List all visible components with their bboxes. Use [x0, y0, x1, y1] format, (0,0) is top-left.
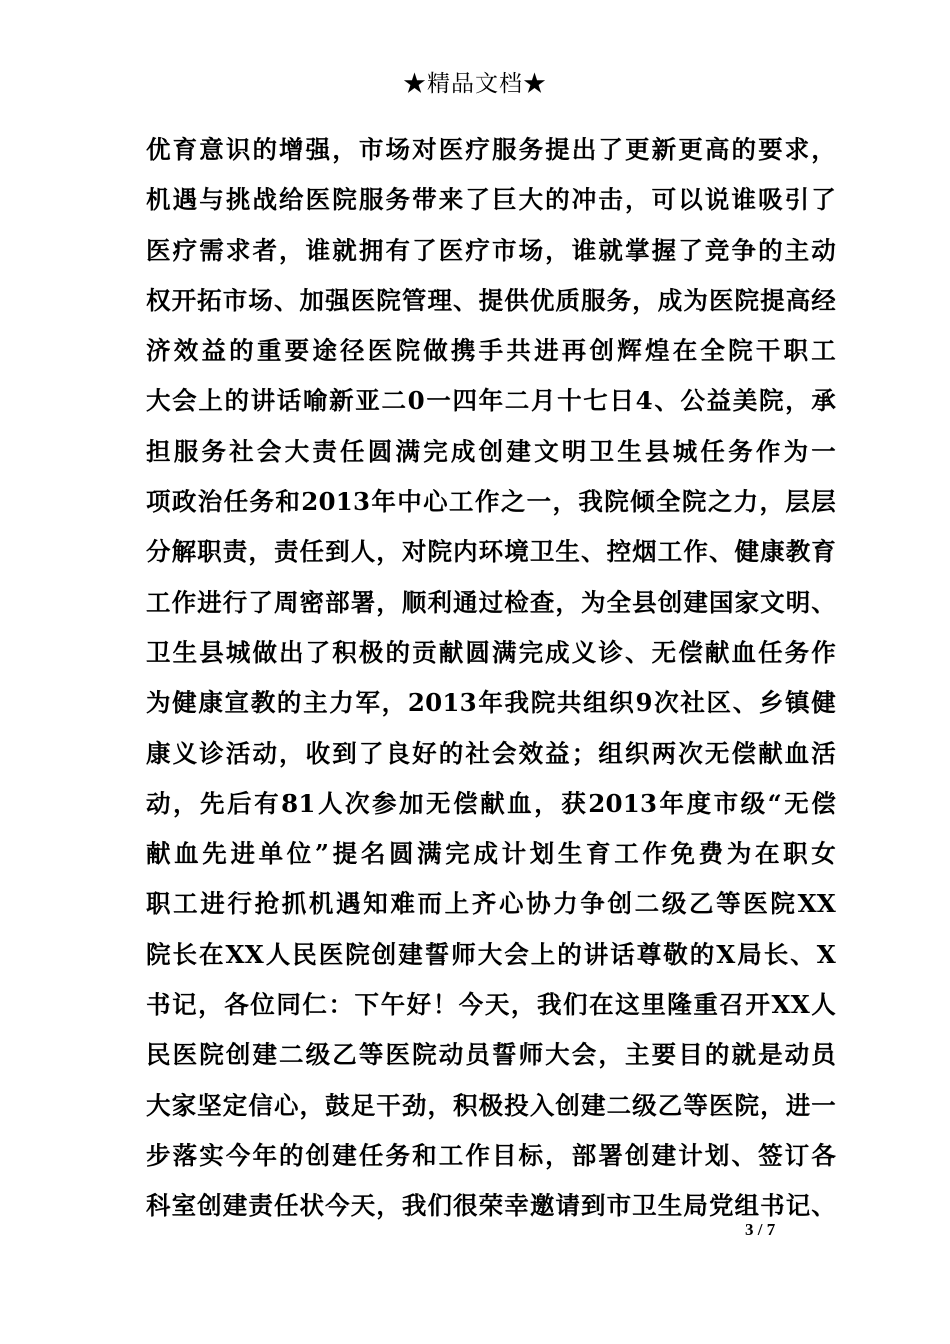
text-line: 科室创建责任状今天，我们很荣幸邀请到市卫生局党组书记、 [146, 1191, 836, 1221]
text-line: 大家坚定信心，鼓足干劲，积极投入创建二级乙等医院，进一 [146, 1090, 836, 1120]
text-line: 工作进行了周密部署，顺利通过检查，为全县创建国家文明、 [146, 587, 836, 617]
text-line: 担服务社会大责任圆满完成创建文明卫生县城任务作为一 [146, 436, 836, 466]
page-number: 3 / 7 [745, 1220, 776, 1239]
text-line: 为健康宣教的主力军，2013年我院共组织9次社区、乡镇健 [146, 688, 836, 718]
text-line: 优育意识的增强，市场对医疗服务提出了更新更高的要求， [146, 135, 836, 164]
text-line: 民医院创建二级乙等医院动员誓师大会，主要目的就是动员 [146, 1040, 836, 1070]
header-title: ★精品文档★ [403, 71, 547, 97]
text-line: 分解职责，责任到人，对院内环境卫生、控烟工作、健康教育 [146, 537, 836, 567]
text-line: 书记，各位同仁：下午好！今天，我们在这里隆重召开XX人 [146, 990, 836, 1020]
text-line: 献血先进单位”提名圆满完成计划生育工作免费为在职女 [146, 839, 836, 869]
document-header [0, 68, 950, 100]
text-line: 权开拓市场、加强医院管理、提供优质服务，成为医院提高经 [146, 285, 836, 315]
text-line: 项政治任务和2013年中心工作之一，我院倾全院之力，层层 [146, 487, 836, 517]
text-line: 济效益的重要途径医院做携手共进再创辉煌在全院干职工 [146, 336, 836, 366]
text-line: 动，先后有81人次参加无偿献血，获2013年度市级“无偿 [146, 788, 836, 818]
text-line: 职工进行抢抓机遇知难而上齐心协力争创二级乙等医院XX [146, 889, 836, 919]
text-line: 大会上的讲话喻新亚二0一四年二月十七日4、公益美院，承 [146, 386, 836, 416]
text-line: 机遇与挑战给医院服务带来了巨大的冲击，可以说谁吸引了 [146, 185, 836, 215]
text-line: 卫生县城做出了积极的贡献圆满完成义诊、无偿献血任务作 [146, 637, 836, 667]
text-line: 院长在XX人民医院创建誓师大会上的讲话尊敬的X局长、X [146, 939, 836, 969]
document-body [146, 131, 836, 1238]
text-line: 步落实今年的创建任务和工作目标，部署创建计划、签订各 [146, 1140, 836, 1170]
text-line: 医疗需求者，谁就拥有了医疗市场，谁就掌握了竞争的主动 [146, 235, 836, 265]
text-line: 康义诊活动，收到了良好的社会效益；组织两次无偿献血活 [146, 738, 836, 768]
